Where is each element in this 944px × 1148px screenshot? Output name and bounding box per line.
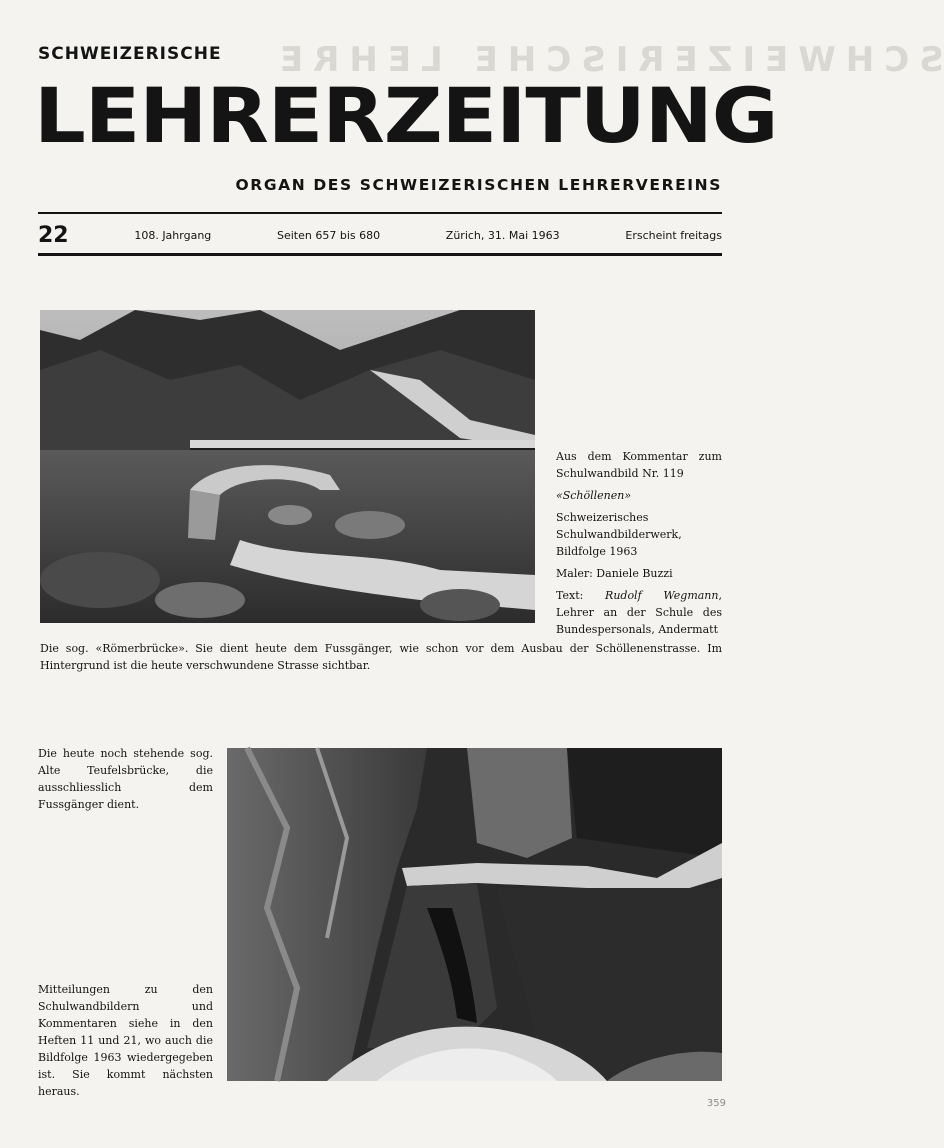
photo1-caption: Die sog. «Römerbrücke». Sie dient heute dem Fussgänger, wie schon vor dem Ausbau der Schöllenenstrasse. Im Hintergrund ist die heute verschwundene Strasse sichtbar. — [40, 642, 722, 673]
issue-number: 22 — [38, 222, 69, 248]
header-rule-bottom — [38, 253, 722, 256]
work-title — [556, 487, 722, 504]
issue-pages: Seiten 657 bis 680 — [276, 228, 381, 242]
author-affiliation: , Lehrer an der Schule des Bundespersonals, Andermatt — [556, 589, 722, 637]
photo1-sidebar — [556, 448, 722, 643]
roemerbruecke-illustration — [40, 310, 535, 623]
issue-volume: 108. Jahrgang — [134, 228, 212, 242]
page-number: 359 — [706, 1098, 726, 1109]
painter-line: Maler: Daniele Buzzi — [556, 567, 673, 581]
teufelsbruecke-illustration — [227, 748, 722, 1081]
author-line — [556, 587, 722, 638]
commentary-source: Aus dem Kommentar zum Schulwandbild Nr. 119 — [556, 450, 722, 481]
header-rule-top — [38, 212, 722, 214]
masthead-subtitle: ORGAN DES SCHWEIZERISCHEN LEHRERVEREINS — [235, 176, 722, 194]
issue-bar — [38, 220, 722, 250]
issue-frequency: Erscheint freitags — [625, 228, 722, 242]
photo2-caption: Die heute noch stehende sog. Alte Teufelsbrücke, die ausschliesslich dem Fussgänger dient. — [38, 747, 213, 812]
masthead-kicker: SCHWEIZERISCHE — [38, 44, 222, 64]
schulwandbild-notice: Mitteilungen zu den Schulwandbildern und Kommentaren siehe in den Heften 11 und 21, wo auch die Bildfolge 1963 wiedergegeben ist. Sie kommt nächsten heraus. — [38, 983, 213, 1099]
series-line: Schweizerisches Schulwandbilderwerk, Bildfolge 1963 — [556, 511, 682, 559]
teufelsbruecke-photo — [227, 748, 722, 1081]
work-title-text: «Schöllenen» — [556, 489, 632, 503]
author-name: Rudolf Wegmann — [605, 589, 719, 603]
issue-place-date: Zürich, 31. Mai 1963 — [445, 228, 560, 242]
roemerbruecke-photo — [40, 310, 535, 623]
bleed-through-masthead: SCHWEIZERISCHE LEHRE — [270, 40, 944, 80]
masthead-title: LEHRERZEITUNG — [34, 71, 778, 160]
text-label: Text: — [556, 589, 606, 603]
